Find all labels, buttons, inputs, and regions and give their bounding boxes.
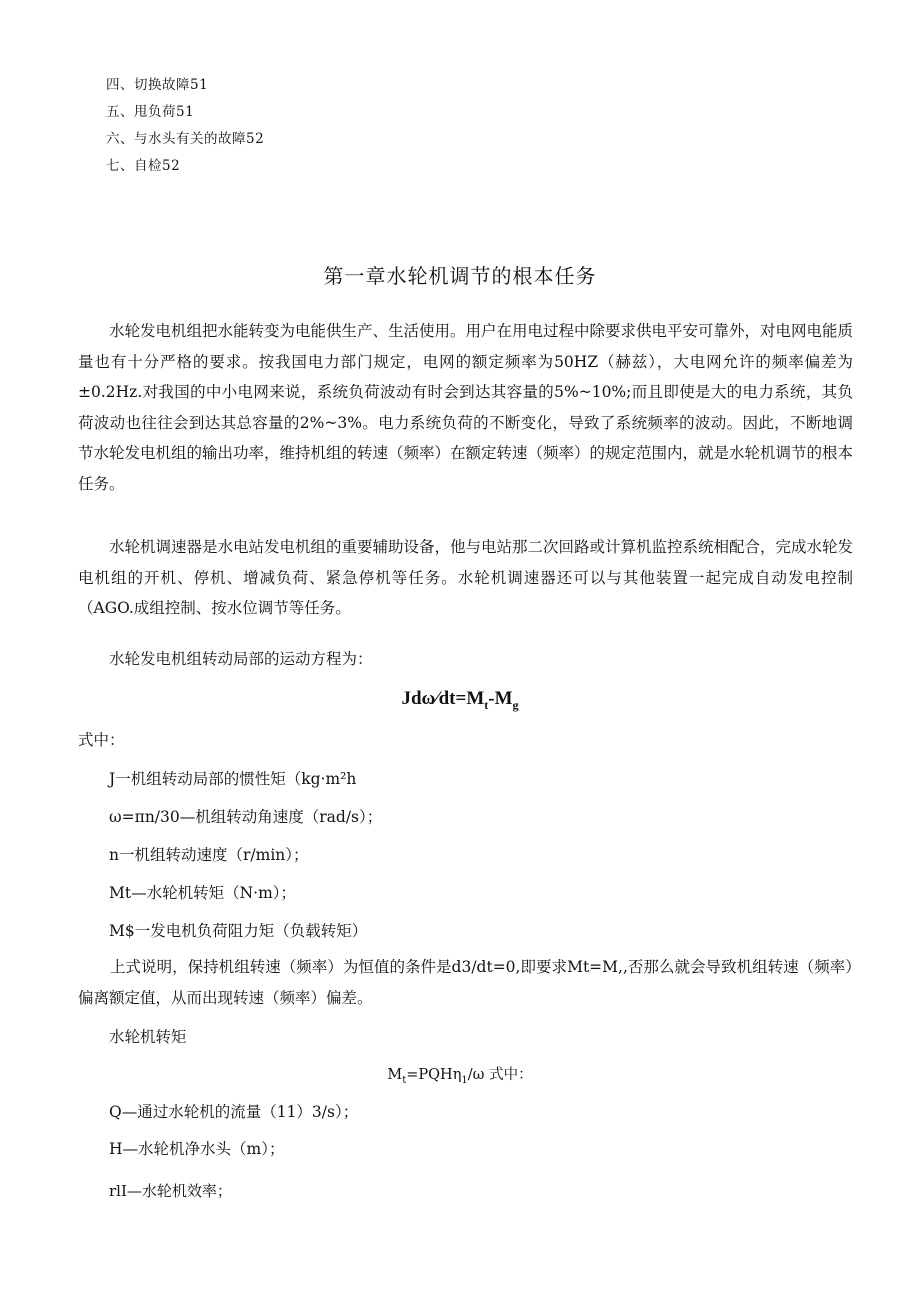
paragraph-explanation: 上式说明，保持机组转速（频率）为恒值的条件是d3/dt=0,即要求Mt=M,,否那么就会导致机组转速（频率）偏离额定值，从而出现转速（频率）偏差。 bbox=[78, 958, 853, 1007]
formula-part: Jdω⁄dt=M bbox=[401, 688, 485, 709]
toc-item[interactable]: 五、甩负荷51 bbox=[106, 104, 195, 120]
formula-part: =PQHη bbox=[406, 1067, 462, 1083]
motion-equation bbox=[0, 688, 920, 713]
definition-Mt: Mt—水轮机转矩（N·m）； bbox=[109, 884, 297, 902]
where-label: 式中： bbox=[78, 731, 125, 749]
definition-n: n一机组转动速度（r/min）； bbox=[109, 846, 309, 864]
formula-part: -M bbox=[488, 688, 513, 709]
definition-Mg: M$一发电机负荷阻力矩（负载转矩） bbox=[109, 922, 368, 940]
definition-eta: rlI—水轮机效率； bbox=[109, 1182, 232, 1200]
toc-item[interactable]: 六、与水头有关的故障52 bbox=[106, 131, 265, 147]
definition-H: H—水轮机净水头（m）； bbox=[109, 1140, 285, 1158]
toc-item[interactable]: 七、自检52 bbox=[106, 158, 181, 174]
toc-item[interactable]: 四、切换故障51 bbox=[106, 77, 209, 93]
paragraph-governor: 水轮机调速器是水电站发电机组的重要辅助设备，他与电站那二次回路或计算机监控系统相配合，完成水轮发电机组的开机、停机、增减负荷、紧急停机等任务。水轮机调速器还可以与其他装置一起完成自动发电控制（AGO.成组控制、按水位调节等任务。 bbox=[78, 538, 854, 617]
definition-Q: Q—通过水轮机的流量（11）3/s）； bbox=[109, 1103, 359, 1121]
definition-omega: ω=πn/30—机组转动角速度（rad/s）； bbox=[109, 808, 383, 826]
formula-part: /ω 式中： bbox=[467, 1067, 533, 1083]
motion-equation-intro: 水轮发电机组转动局部的运动方程为： bbox=[109, 650, 373, 668]
formula-subscript: t bbox=[484, 697, 489, 712]
paragraph-intro: 水轮发电机组把水能转变为电能供生产、生活使用。用户在用电过程中除要求供电平安可靠外，对电网电能质量也有十分严格的要求。按我国电力部门规定，电网的额定频率为50HZ（赫兹），大电网允许的频率偏差为±0.2Hz.对我国的中小电网来说，系统负荷波动有时会到达其容量的5%~10%;而且即使是大的电力系统，其负荷波动也往往会到达其总容量的2%~3%。电力系统负荷的不断变化，导致了系统频率的波动。因此，不断地调节水轮发电机组的输出功率，维持机组的转速（频率）在额定转速（频率）的规定范围内，就是水轮机调节的根本任务。 bbox=[78, 322, 854, 493]
chapter-title: 第一章水轮机调节的根本任务 bbox=[323, 264, 597, 288]
torque-equation bbox=[0, 1063, 920, 1086]
formula-subscript: 1 bbox=[461, 1074, 468, 1086]
torque-title: 水轮机转矩 bbox=[109, 1028, 187, 1046]
definition-J: J一机组转动局部的惯性矩（kg·m²h bbox=[109, 770, 357, 788]
formula-part: M bbox=[387, 1067, 403, 1083]
formula-subscript: t bbox=[402, 1074, 407, 1086]
formula-subscript: g bbox=[512, 697, 519, 712]
toc-list bbox=[106, 72, 264, 180]
